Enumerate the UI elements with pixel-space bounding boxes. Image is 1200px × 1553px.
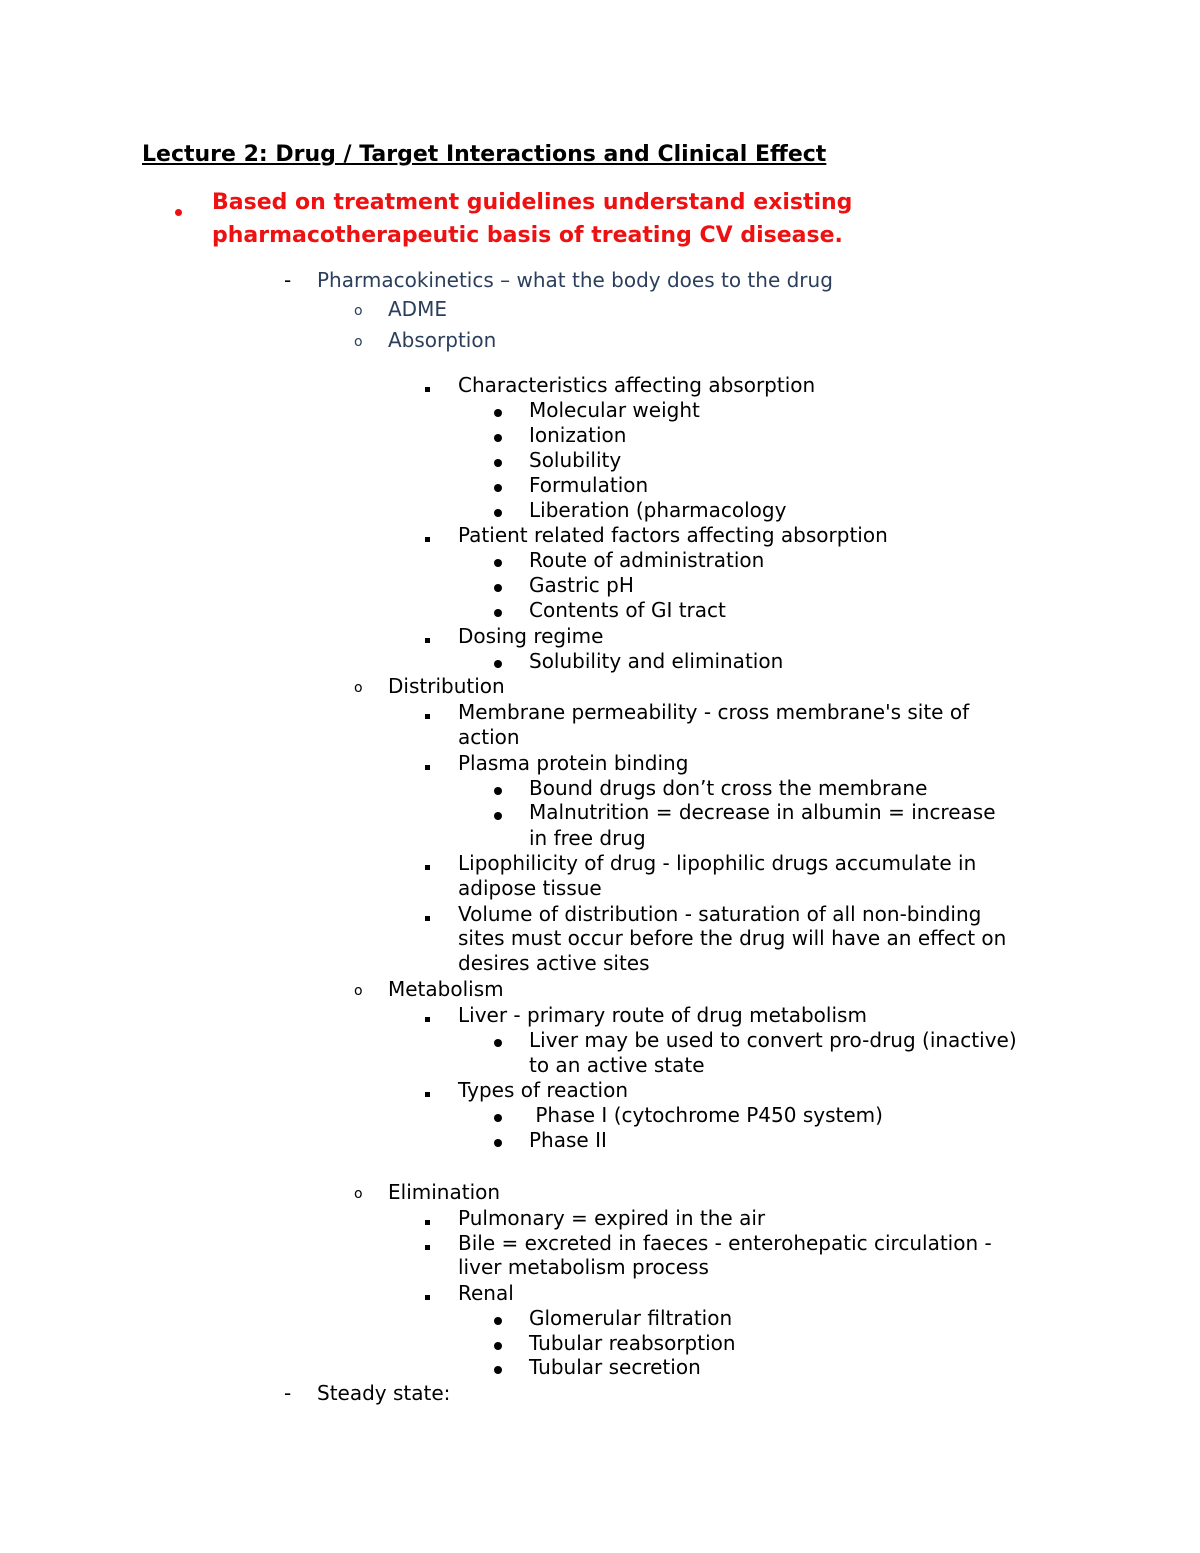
square-bullet <box>425 1078 430 1103</box>
square-bullet <box>425 523 430 548</box>
round-bullet <box>494 498 502 523</box>
square-bullet <box>425 1206 430 1231</box>
adme-item: ADME <box>388 297 447 321</box>
square-bullet <box>425 902 430 927</box>
characteristics-label: Characteristics affecting absorption <box>458 373 816 397</box>
round-bullet <box>494 1028 502 1053</box>
objective-line-2: pharmacotherapeutic basis of treating CV disease. <box>212 223 843 248</box>
list-item: Molecular weight <box>529 398 700 422</box>
list-item: Route of administration <box>529 548 765 572</box>
round-bullet <box>494 1331 502 1356</box>
lecture-title: Lecture 2: Drug / Target Interactions and Clinical Effect <box>142 142 827 167</box>
list-item: Formulation <box>529 473 649 497</box>
membrane-line-1: Membrane permeability - cross membrane's site of <box>458 700 970 724</box>
dosing-label: Dosing regime <box>458 624 604 648</box>
dash-marker: - <box>284 1381 292 1405</box>
square-bullet <box>425 624 430 649</box>
membrane-line-2: action <box>458 725 520 749</box>
round-bullet <box>494 776 502 801</box>
square-bullet <box>425 1003 430 1028</box>
round-bullet <box>494 801 502 826</box>
list-item: Gastric pH <box>529 573 634 597</box>
round-bullet <box>494 473 502 498</box>
round-bullet <box>494 548 502 573</box>
bile-line-2: liver metabolism process <box>458 1255 709 1279</box>
round-bullet <box>494 1103 502 1128</box>
list-item: Solubility and elimination <box>529 649 784 673</box>
round-bullet <box>494 649 502 674</box>
round-bullet <box>494 1306 502 1331</box>
square-bullet <box>425 373 430 398</box>
volume-line-3: desires active sites <box>458 951 650 975</box>
lipophilicity-line-2: adipose tissue <box>458 876 602 900</box>
list-item: Ionization <box>529 423 627 447</box>
circle-marker: o <box>354 334 363 350</box>
list-item: Bound drugs don’t cross the membrane <box>529 776 928 800</box>
liver-line-2: to an active state <box>529 1053 705 1077</box>
renal-label: Renal <box>458 1281 514 1305</box>
square-bullet <box>425 700 430 725</box>
dash-marker: - <box>284 268 292 292</box>
round-bullet <box>494 573 502 598</box>
square-bullet <box>425 851 430 876</box>
list-item: Glomerular filtration <box>529 1306 733 1330</box>
objective-line-1: Based on treatment guidelines understand existing <box>212 190 853 215</box>
circle-marker: o <box>354 1186 363 1202</box>
round-bullet <box>494 1128 502 1153</box>
round-bullet <box>494 423 502 448</box>
bile-line-1: Bile = excreted in faeces - enterohepatic circulation - <box>458 1231 992 1255</box>
round-bullet <box>494 598 502 623</box>
malnutrition-line-2: in free drug <box>529 826 646 850</box>
liver-label: Liver - primary route of drug metabolism <box>458 1003 867 1027</box>
list-item: Phase II <box>529 1128 607 1152</box>
list-item: Liberation (pharmacology <box>529 498 787 522</box>
types-label: Types of reaction <box>458 1078 628 1102</box>
round-bullet <box>494 448 502 473</box>
steady-state-heading: Steady state: <box>317 1381 451 1405</box>
malnutrition-line-1: Malnutrition = decrease in albumin = increase <box>529 800 996 824</box>
plasma-label: Plasma protein binding <box>458 751 689 775</box>
liver-line-1: Liver may be used to convert pro-drug (inactive) <box>529 1028 1017 1052</box>
objective-bullet <box>175 197 182 222</box>
list-item: Solubility <box>529 448 622 472</box>
round-bullet <box>494 398 502 423</box>
square-bullet <box>425 751 430 776</box>
volume-line-2: sites must occur before the drug will have an effect on <box>458 926 1007 950</box>
metabolism-item: Metabolism <box>388 977 504 1001</box>
distribution-item: Distribution <box>388 674 505 698</box>
patient-factors-label: Patient related factors affecting absorption <box>458 523 888 547</box>
square-bullet <box>425 1231 430 1256</box>
pk-heading: Pharmacokinetics – what the body does to the drug <box>317 268 833 292</box>
round-bullet <box>494 1355 502 1380</box>
volume-line-1: Volume of distribution - saturation of all non-binding <box>458 902 982 926</box>
list-item: Tubular reabsorption <box>529 1331 736 1355</box>
circle-marker: o <box>354 303 363 319</box>
absorption-item: Absorption <box>388 328 497 352</box>
list-item: Tubular secretion <box>529 1355 701 1379</box>
circle-marker: o <box>354 680 363 696</box>
lipophilicity-line-1: Lipophilicity of drug - lipophilic drugs accumulate in <box>458 851 977 875</box>
square-bullet <box>425 1281 430 1306</box>
circle-marker: o <box>354 983 363 999</box>
list-item: Phase I (cytochrome P450 system) <box>529 1103 883 1127</box>
list-item: Contents of GI tract <box>529 598 726 622</box>
elimination-item: Elimination <box>388 1180 501 1204</box>
pulmonary-label: Pulmonary = expired in the air <box>458 1206 766 1230</box>
